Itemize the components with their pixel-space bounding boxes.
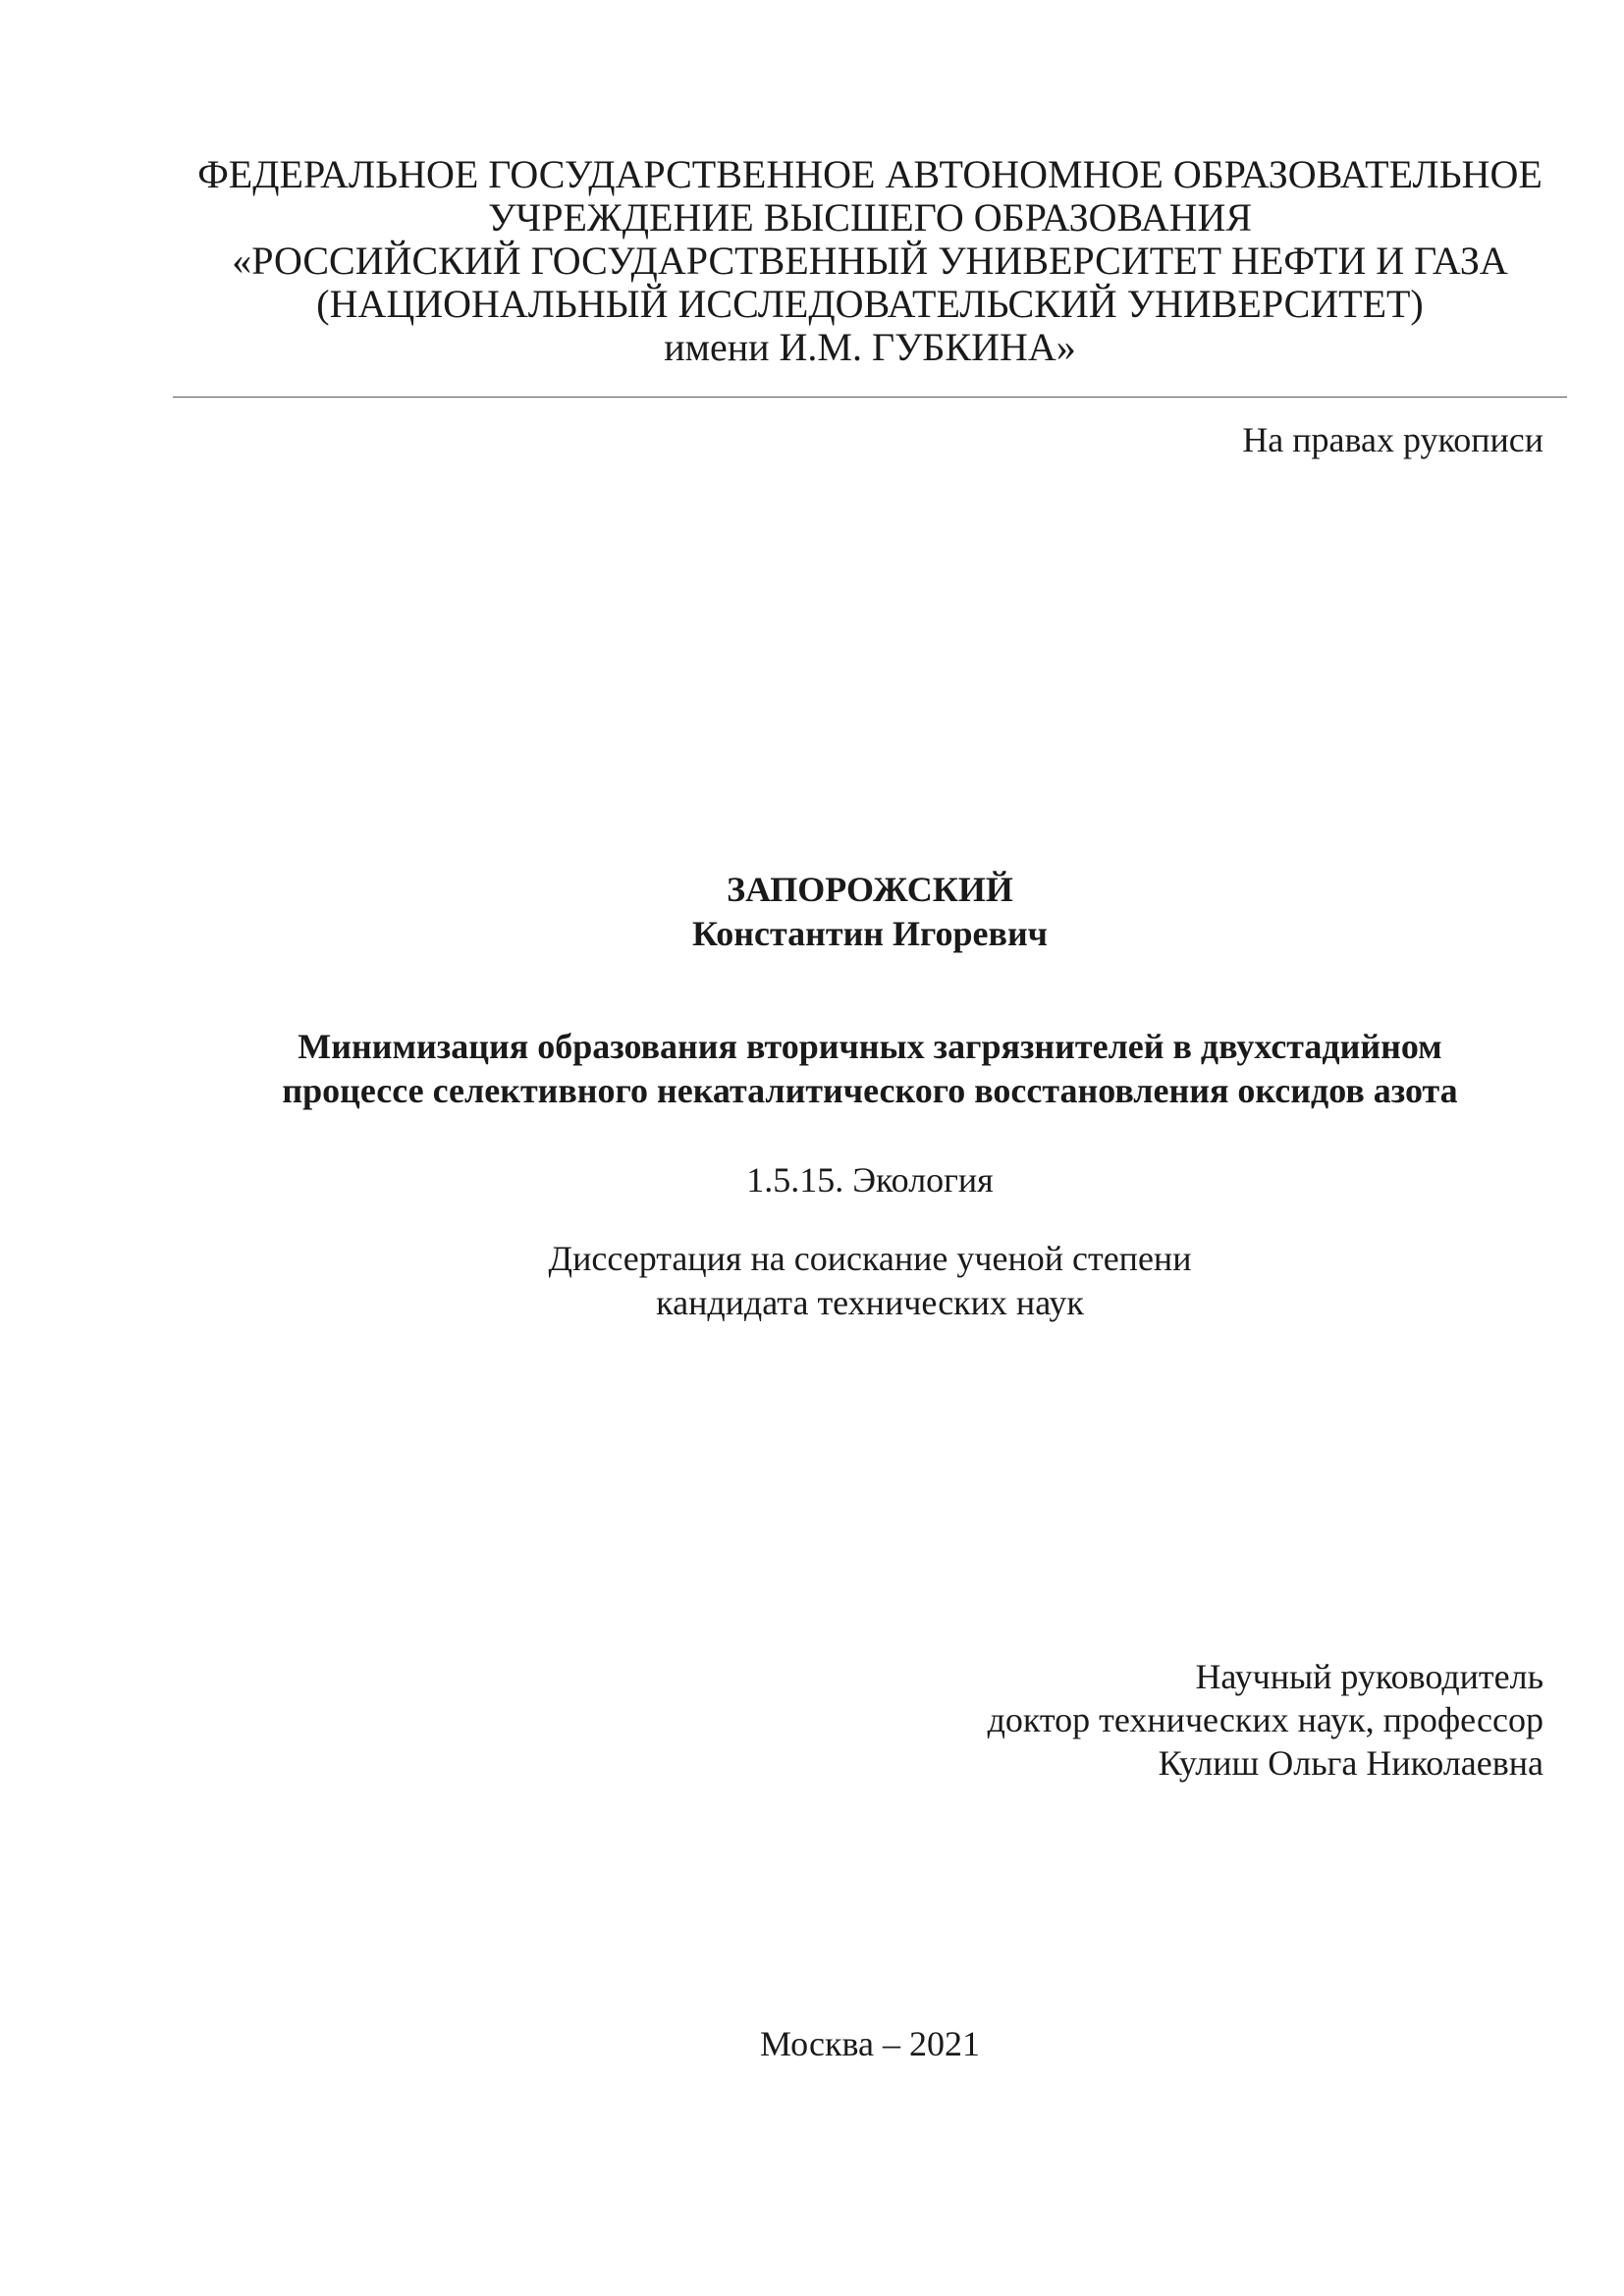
institution-line: УЧРЕЖДЕНИЕ ВЫСШЕГО ОБРАЗОВАНИЯ — [487, 195, 1253, 240]
degree-statement — [173, 1237, 1567, 1325]
city-year: Москва – 2021 — [760, 2024, 980, 2063]
supervisor-credentials: доктор технических наук, профессор — [987, 1700, 1543, 1739]
specialty-code: 1.5.15. Экология — [746, 1160, 994, 1200]
supervisor-name: Кулиш Ольга Николаевна — [1158, 1743, 1543, 1783]
author-given-names: Константин Игоревич — [691, 914, 1048, 953]
title-line: Минимизация образования вторичных загрязнителей в двухстадийном — [298, 1027, 1442, 1066]
manuscript-note: На правах рукописи — [1242, 420, 1543, 459]
institution-line: ФЕДЕРАЛЬНОЕ ГОСУДАРСТВЕННОЕ АВТОНОМНОЕ ОБРАЗОВАТЕЛЬНОЕ — [197, 152, 1543, 196]
author-surname: ЗАПОРОЖСКИЙ — [727, 870, 1013, 909]
degree-line: Диссертация на соискание ученой степени — [548, 1239, 1192, 1278]
author-block — [173, 868, 1567, 956]
header-divider — [173, 397, 1567, 398]
supervisor-role: Научный руководитель — [1195, 1657, 1543, 1696]
institution-line: имени И.М. ГУБКИНА» — [664, 325, 1076, 369]
supervisor-block — [988, 1655, 1543, 1785]
institution-line: (НАЦИОНАЛЬНЫЙ ИССЛЕДОВАТЕЛЬСКИЙ УНИВЕРСИТЕТ) — [316, 282, 1424, 326]
institution-header — [173, 153, 1567, 369]
dissertation-title — [173, 1025, 1567, 1113]
title-line: процессе селективного некаталитического восстановления оксидов азота — [282, 1071, 1458, 1110]
institution-line: «РОССИЙСКИЙ ГОСУДАРСТВЕННЫЙ УНИВЕРСИТЕТ НЕФТИ И ГАЗА — [232, 239, 1508, 283]
degree-line: кандидата технических наук — [656, 1283, 1084, 1322]
